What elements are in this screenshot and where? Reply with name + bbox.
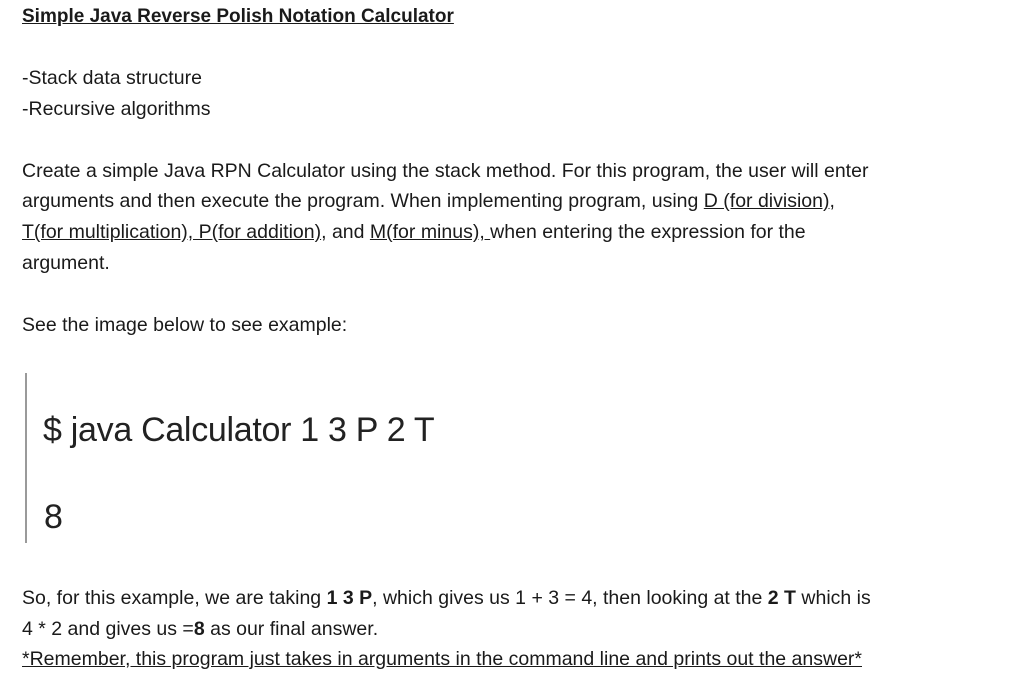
description-line: Create a simple Java RPN Calculator using the stack method. For this program, the user will enter [22,160,869,182]
topic-item: -Stack data structure [22,67,202,89]
document-title: Simple Java Reverse Polish Notation Calculator [22,6,454,27]
description-line [22,221,806,244]
division-operator-note: D (for division), [703,190,835,212]
explanation-line [22,587,871,610]
minus-operator-note: M(for minus), [369,221,491,243]
bold-tokens: 1 3 P [326,587,373,609]
explanation-text: which is [795,587,871,609]
description-line: argument. [22,252,110,274]
description-text: , and [321,221,370,243]
description-text: arguments and then execute the program. When implementing program, using [22,190,704,212]
final-answer: 8 [193,618,205,640]
bold-tokens: 2 T [767,587,796,609]
explanation-text: , which gives us 1 + 3 = 4, then looking at the [372,587,768,609]
remember-note: *Remember, this program just takes in arguments in the command line and prints out the answer* [22,648,862,670]
explanation-text: as our final answer. [204,618,379,640]
explanation-text: So, for this example, we are taking [22,587,327,609]
see-below-text: See the image below to see example: [22,314,348,336]
example-output: 8 [44,498,63,536]
mult-add-operator-note: T(for multiplication), P(for addition) [22,221,322,243]
example-image [25,373,547,543]
topic-item: -Recursive algorithms [22,98,211,120]
description-line [22,190,835,213]
example-command: $ java Calculator 1 3 P 2 T [43,411,435,449]
explanation-text: 4 * 2 and gives us = [22,618,194,640]
explanation-line [22,618,378,641]
description-text: when entering the expression for the [490,221,806,243]
